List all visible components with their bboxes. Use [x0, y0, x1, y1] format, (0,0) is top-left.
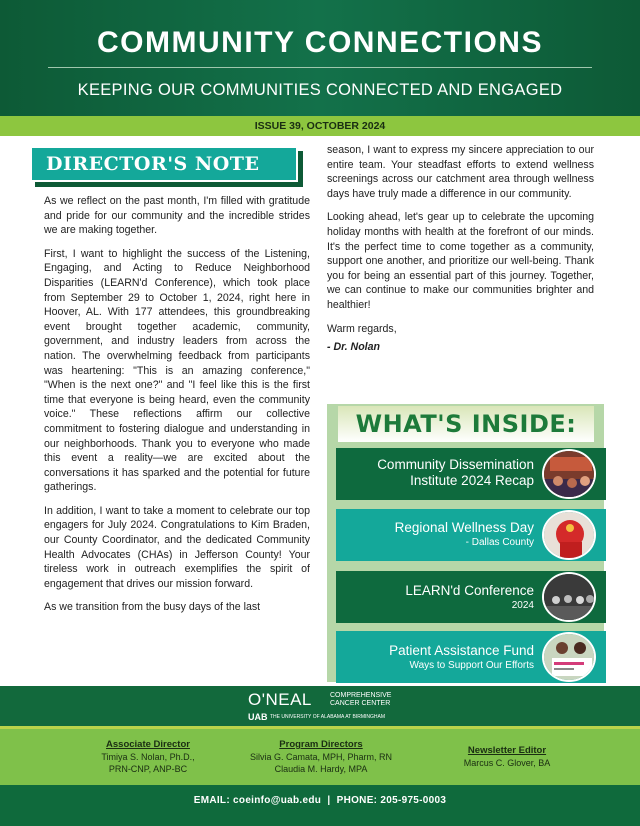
note-signature: - Dr. Nolan	[327, 341, 380, 354]
event-photo-thumbnail	[542, 572, 596, 622]
oneal-logo: O'NEAL	[248, 690, 312, 709]
note-paragraph: As we reflect on the past month, I'm filled with gratitude and pride for our community and the incredible strides we are making together.	[44, 195, 310, 237]
program-directors-heading: Program Directors	[279, 739, 363, 750]
issue-label: ISSUE 39, OCTOBER 2024	[0, 116, 640, 136]
event-photo-thumbnail	[542, 632, 596, 682]
toc-item-dissemination-institute[interactable]	[336, 448, 606, 500]
whats-inside-title-box	[338, 406, 594, 442]
note-paragraph: In addition, I want to take a moment to celebrate our top engagers for July 2024. Congratulations to Kim Braden, our County Coordinator, and the dedicated Community Health Advocates (CHAs) in Jefferson County! Your tireless work in outreach exemplifies the spirit of engagement that drives our mission forward.	[44, 504, 310, 590]
note-left-column	[44, 194, 310, 624]
toc-item-learnd-conference[interactable]	[336, 571, 606, 623]
program-directors-block	[226, 739, 416, 775]
whats-inside-title: WHAT'S INSIDE:	[355, 410, 577, 438]
oneal-logo-subtitle	[330, 692, 391, 708]
event-photo-thumbnail	[542, 449, 596, 499]
associate-director-credentials: PRN-CNP, ANP-BC	[108, 764, 188, 774]
associate-director-name: Timiya S. Nolan, Ph.D.,	[101, 752, 195, 762]
program-director-name: Silvia G. Camata, MPH, Pharm, RN	[249, 752, 393, 762]
toc-item-wellness-day[interactable]	[336, 509, 606, 561]
header-divider	[48, 67, 592, 68]
uab-logo: UAB	[248, 712, 268, 722]
newsletter-subtitle: KEEPING OUR COMMUNITIES CONNECTED AND ENGAGED	[77, 81, 563, 99]
contact-info: EMAIL: coeinfo@uab.edu | PHONE: 205-975-0003	[193, 795, 447, 806]
oneal-logo-line2: CANCER CENTER	[330, 700, 391, 707]
newsletter-title: COMMUNITY CONNECTIONS	[97, 26, 543, 59]
directors-note-title: DIRECTOR'S NOTE	[46, 153, 260, 175]
associate-director-heading: Associate Director	[106, 739, 190, 750]
toc-item-subtitle: 2024	[511, 600, 534, 611]
newsletter-editor-heading: Newsletter Editor	[467, 745, 547, 756]
directors-note-banner	[30, 146, 298, 182]
program-director-name: Claudia M. Hardy, MPA	[274, 764, 368, 774]
toc-item-title: Patient Assistance Fund	[389, 643, 534, 658]
footer-logo-band	[0, 686, 640, 726]
note-paragraph: Looking ahead, let's gear up to celebrate the upcoming holiday months with health at the forefront of our minds. It's the perfect time to come together as a community, support one another, and prioritize our well-being. Thank you for being an essential part of this journey. Together, we can continue to make our communities brighter and healthier!	[327, 211, 594, 311]
note-closing: Warm regards,	[327, 322, 397, 335]
toc-item-title: LEARN'd Conference	[405, 583, 534, 598]
newsletter-editor-block	[432, 745, 582, 769]
toc-item-title: Community Dissemination	[377, 457, 534, 472]
toc-item-patient-assistance-fund[interactable]	[336, 631, 606, 683]
newsletter-editor-name: Marcus C. Glover, BA	[463, 758, 551, 768]
note-paragraph: First, I want to highlight the success of the Listening, Engaging, and Acting to Reduce Neighborhood Disparities (LEARN'd Conference), which took place from September 29 to October 1, 2024, right here in Hoover, AL. With 177 attendees, this groundbreaking event brought together academic, community, government, and industry leaders from across the nation. The overwhelming feedback from participants was heartening: "This is an amazing conference," "When is the next one?" and "I feel like this is the first time that everyone is being heard, even the community voice." These reflections affirm our collective commitment to fostering dialogue and understanding in our neighborhoods. Thank you to everyone who made this event a reality—we are excited about the conversations it has sparked and the potential for future gatherings.	[44, 247, 310, 494]
note-paragraph: As we transition from the busy days of the last	[44, 601, 261, 614]
event-photo-thumbnail	[542, 510, 596, 560]
associate-director-block	[68, 739, 228, 775]
oneal-logo-line1: COMPREHENSIVE	[330, 692, 392, 699]
toc-item-title: Regional Wellness Day	[394, 520, 534, 535]
note-paragraph: season, I want to express my sincere appreciation to our entire team. Your steadfast efforts to extend wellness screenings across our catchment area through wellness days have truly made a difference in our community.	[327, 144, 594, 200]
toc-item-subtitle: Institute 2024 Recap	[410, 473, 534, 488]
toc-item-subtitle: Ways to Support Our Efforts	[409, 660, 534, 671]
toc-item-subtitle: - Dallas County	[465, 537, 534, 548]
uab-logo-subtitle: THE UNIVERSITY OF ALABAMA AT BIRMINGHAM	[270, 714, 386, 720]
note-right-column	[327, 143, 594, 364]
